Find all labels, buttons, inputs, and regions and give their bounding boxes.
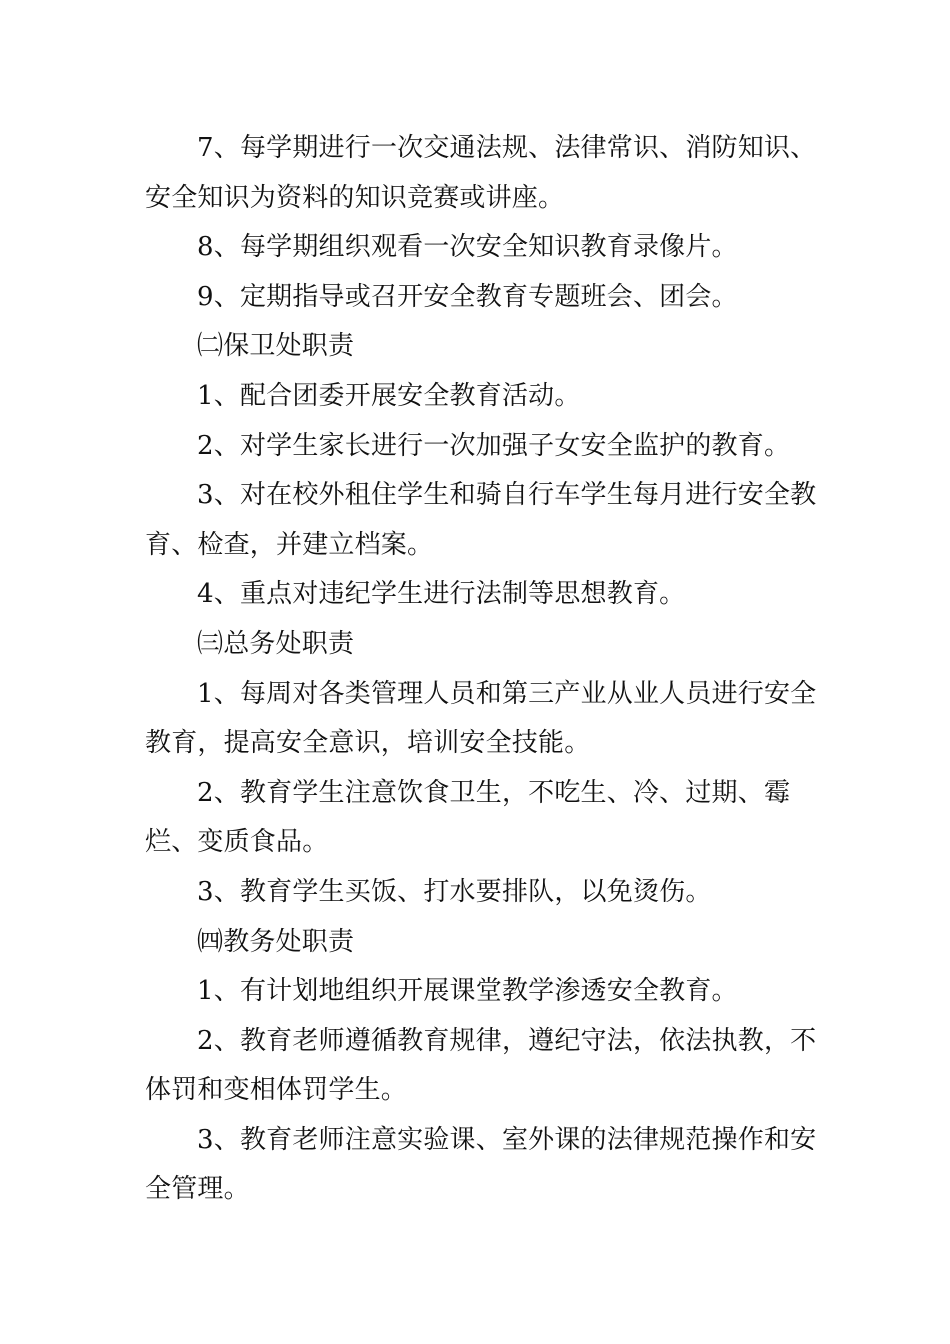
paragraph-item-9-class-meeting: 9、定期指导或召开安全教育专题班会、团会。	[197, 281, 738, 312]
paragraph-security-item-1: 1、配合团委开展安全教育活动。	[197, 380, 581, 411]
paragraph-academic-item-2: 2、教育老师遵循教育规律，遵纪守法，依法执教，不体罚和变相体罚学生。	[145, 1025, 817, 1106]
paragraph-general-item-2: 2、教育学生注意饮食卫生，不吃生、冷、过期、霉烂、变质食品。	[145, 777, 791, 858]
paragraph-general-item-1: 1、每周对各类管理人员和第三产业从业人员进行安全教育，提高安全意识，培训安全技能。	[145, 678, 817, 759]
paragraph-academic-item-1: 1、有计划地组织开展课堂教学渗透安全教育。	[197, 976, 738, 1007]
section-heading-security-office: ㈡保卫处职责	[197, 331, 355, 362]
document-body	[145, 124, 825, 1215]
paragraph-security-item-2: 2、对学生家长进行一次加强子女安全监护的教育。	[197, 430, 791, 461]
paragraph-item-8-video: 8、每学期组织观看一次安全知识教育录像片。	[197, 232, 738, 263]
paragraph-security-item-3: 3、对在校外租住学生和骑自行车学生每月进行安全教育、检查，并建立档案。	[145, 480, 817, 560]
section-heading-academic-affairs: ㈣教务处职责	[197, 926, 355, 957]
paragraph-security-item-4: 4、重点对违纪学生进行法制等思想教育。	[197, 579, 686, 610]
paragraph-item-7-quiz: 7、每学期进行一次交通法规、法律常识、消防知识、安全知识为资料的知识竞赛或讲座。	[145, 133, 817, 213]
paragraph-general-item-3: 3、教育学生买饭、打水要排队，以免烫伤。	[197, 876, 712, 907]
section-heading-general-affairs: ㈢总务处职责	[197, 628, 355, 659]
paragraph-academic-item-3: 3、教育老师注意实验课、室外课的法律规范操作和安全管理。	[145, 1124, 817, 1205]
